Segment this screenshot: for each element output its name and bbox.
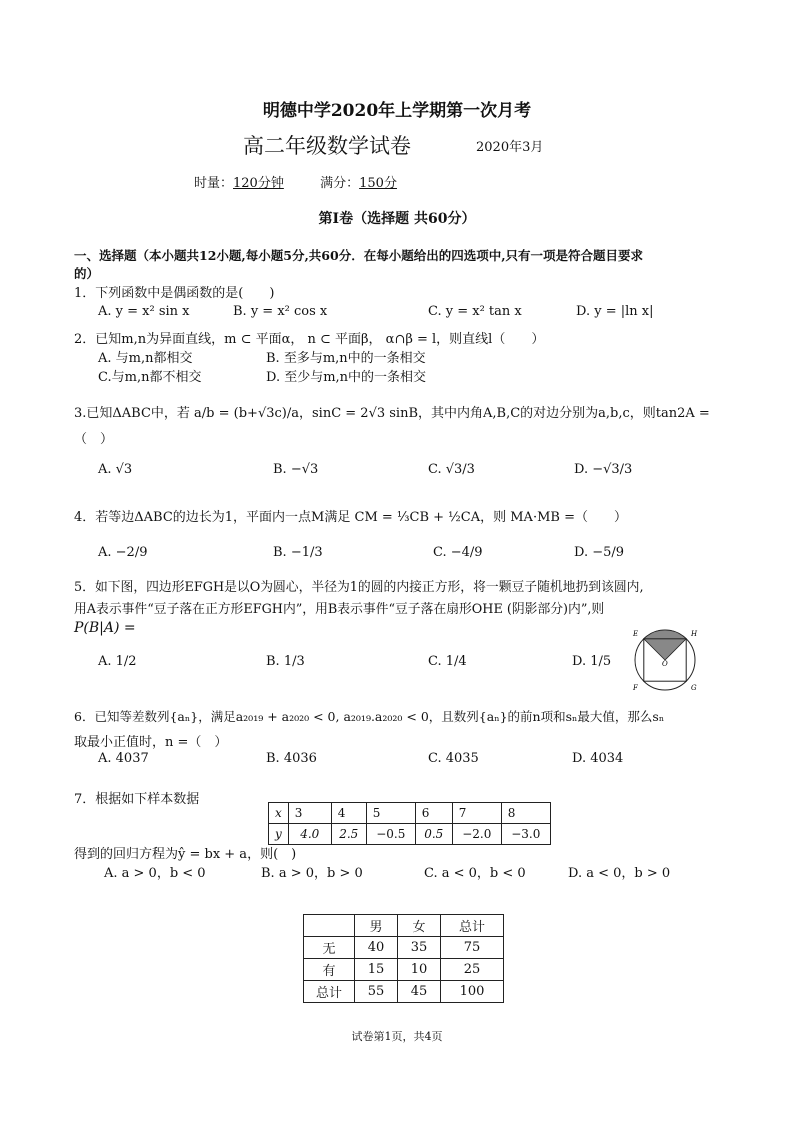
option-c: C. 4035 (428, 751, 479, 766)
option-c: C. −4/9 (433, 545, 483, 560)
table-cell: 4 (331, 803, 366, 824)
table-cell: x (269, 803, 289, 824)
option-b: B. 4036 (266, 751, 317, 766)
time-label: 时量： (194, 176, 234, 191)
table-cell: 8 (501, 803, 550, 824)
table-cell: 10 (398, 959, 441, 981)
option-a: A. √3 (98, 462, 133, 477)
table-cell: 2.5 (331, 824, 366, 845)
question-6-stem-1: 6．已知等差数列{aₙ}，满足a₂₀₁₉ + a₂₀₂₀ < 0, a₂₀₁₉.a₂₀₂₀ < 0，且数列{aₙ}的前n项和sₙ最大值，那么sₙ (74, 709, 665, 724)
page-footer: 试卷第1页，共4页 (351, 1030, 443, 1043)
option-c: C. √3/3 (428, 462, 475, 477)
question-7-options (104, 862, 744, 884)
table-cell: 3 (288, 803, 331, 824)
option-d: D. 至少与m,n中的一条相交 (266, 370, 427, 385)
label-e: E (633, 630, 639, 638)
exam-meta (194, 172, 397, 191)
contingency-table (303, 914, 504, 1003)
question-5-stem-1: 5．如下图，四边形EFGH是以O为圆心，半径为1的圆的内接正方形，将一颗豆子随机地扔到该圆内, (74, 580, 644, 595)
table-cell: 总计 (304, 981, 355, 1003)
table-cell: 6 (415, 803, 452, 824)
section-heading: 一、选择题（本小题共12小题,每小题5分,共60分．在每小题给出的四选项中,只有一项是符合题目要求 (74, 248, 644, 263)
circle-square-figure (625, 628, 705, 692)
table-cell: 无 (304, 937, 355, 959)
table-row (269, 803, 551, 824)
question-1-options (98, 304, 738, 326)
option-c: C. 1/4 (428, 654, 467, 669)
option-a: A. 1/2 (98, 654, 137, 669)
table-cell: 55 (355, 981, 398, 1003)
option-a: A. a > 0，b < 0 (104, 866, 206, 881)
question-6-stem-2: 取最小正值时，n =（ ） (74, 735, 228, 750)
part-title: 第I卷（选择题 共60分） (318, 211, 476, 227)
table-cell: 4.0 (288, 824, 331, 845)
table-cell: 45 (398, 981, 441, 1003)
table-cell: 0.5 (415, 824, 452, 845)
table-cell: 35 (398, 937, 441, 959)
score-label: 满分： (320, 176, 360, 191)
label-h: H (691, 630, 698, 638)
option-d: D. −5/9 (574, 545, 625, 560)
label-g: G (691, 684, 697, 692)
time-value: 120分钟 (233, 176, 284, 191)
question-4-options (98, 545, 738, 567)
question-2-stem: 2．已知m,n为异面直线，m ⊂ 平面α， n ⊂ 平面β， α∩β = l，则直线l（ ） (74, 332, 545, 347)
exam-date: 2020年3月 (476, 140, 544, 155)
question-6-options (98, 751, 738, 773)
question-4-stem: 4．若等边ΔABC的边长为1，平面内一点M满足 CM = ⅓CB + ½CA，则 MA·MB =（ ） (74, 510, 627, 525)
question-3-paren: （ ） (74, 432, 114, 447)
option-c: C. y = x² tan x (428, 304, 522, 319)
shaded-sector (644, 630, 686, 660)
option-d: D. −√3/3 (574, 462, 633, 477)
exam-title: 高二年级数学试卷 (243, 134, 411, 158)
option-d: D. 1/5 (572, 654, 612, 669)
sample-data-table (268, 802, 551, 845)
table-cell: 25 (441, 959, 504, 981)
question-7-after: 得到的回归方程为ŷ = bx + a，则( ) (74, 847, 297, 862)
section-heading-cont: 的） (74, 266, 100, 281)
option-c: C.与m,n都不相交 (98, 370, 202, 385)
option-a: A. −2/9 (98, 545, 148, 560)
question-5-stem-3: P(B|A) = (74, 620, 136, 636)
option-a: A. 4037 (98, 751, 149, 766)
option-d: D. 4034 (572, 751, 624, 766)
table-cell: y (269, 824, 289, 845)
table-cell: 有 (304, 959, 355, 981)
table-cell: −0.5 (366, 824, 415, 845)
table-cell: −3.0 (501, 824, 550, 845)
option-b: B. −1/3 (273, 545, 323, 560)
table-row (304, 981, 504, 1003)
table-cell: 100 (441, 981, 504, 1003)
option-a: A. y = x² sin x (98, 304, 190, 319)
question-3-options (98, 462, 738, 484)
question-5-stem-2: 用A表示事件“豆子落在正方形EFGH内”，用B表示事件“豆子落在扇形OHE (阴影部分)内”,则 (74, 602, 605, 617)
option-b: B. y = x² cos x (233, 304, 328, 319)
option-d: D. a < 0，b > 0 (568, 866, 671, 881)
table-cell: 女 (398, 915, 441, 937)
option-b: B. −√3 (273, 462, 319, 477)
score-value: 150分 (359, 176, 397, 191)
question-2-options-row2 (98, 366, 738, 388)
table-cell: 40 (355, 937, 398, 959)
table-cell: 7 (452, 803, 501, 824)
table-row (304, 915, 504, 937)
table-cell: 15 (355, 959, 398, 981)
table-row (304, 937, 504, 959)
table-row (304, 959, 504, 981)
question-3-stem: 3.已知ΔABC中，若 a/b = (b+√3c)/a，sinC = 2√3 sinB，其中内角A,B,C的对边分别为a,b,c，则tan2A = (74, 406, 710, 421)
label-f: F (633, 684, 638, 692)
option-a: A. 与m,n都相交 (98, 351, 193, 366)
option-b: B. a > 0，b > 0 (261, 866, 363, 881)
option-b: B. 至多与m,n中的一条相交 (266, 351, 426, 366)
table-cell: 男 (355, 915, 398, 937)
table-cell (304, 915, 355, 937)
question-1-stem: 1．下列函数中是偶函数的是( ) (74, 286, 275, 301)
table-cell: −2.0 (452, 824, 501, 845)
table-cell: 5 (366, 803, 415, 824)
option-c: C. a < 0，b < 0 (424, 866, 526, 881)
option-d: D. y = |ln x| (576, 304, 654, 319)
table-cell: 总计 (441, 915, 504, 937)
school-title: 明德中学2020年上学期第一次月考 (262, 101, 532, 121)
table-row (269, 824, 551, 845)
table-cell: 75 (441, 937, 504, 959)
option-b: B. 1/3 (266, 654, 305, 669)
question-7-stem: 7．根据如下样本数据 (74, 792, 200, 807)
label-o: O (662, 660, 668, 668)
